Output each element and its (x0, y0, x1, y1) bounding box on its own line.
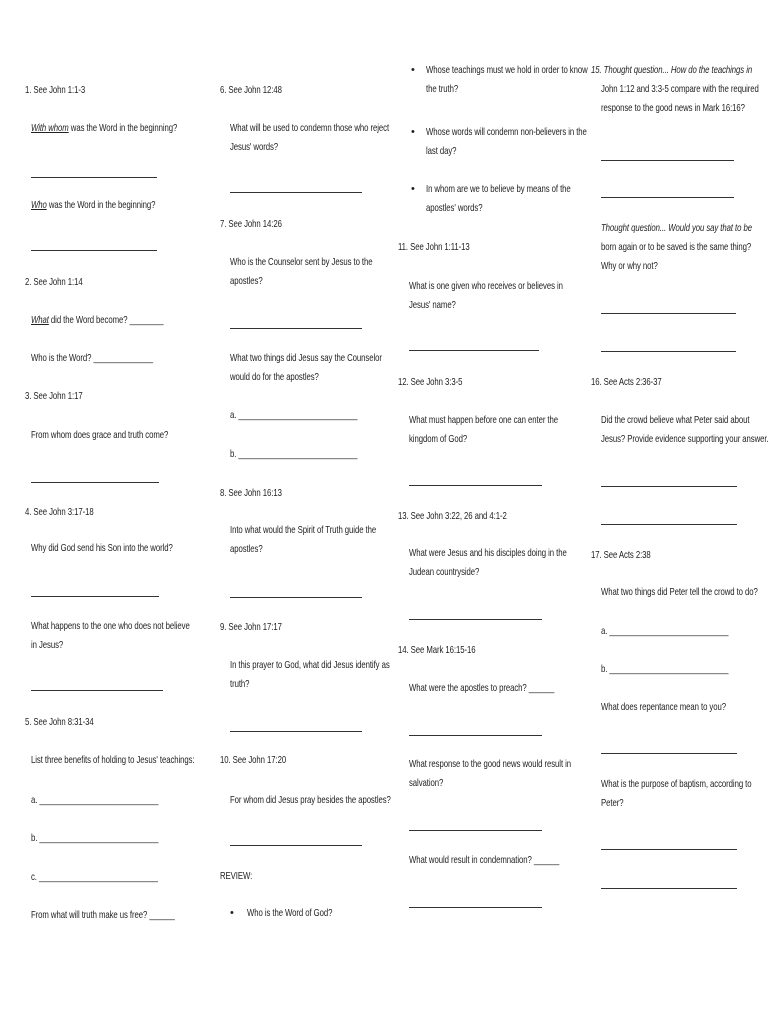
blank-item-c[interactable]: c. ____________________________ (31, 871, 158, 883)
section-heading: 12. See John 3:3-5 (398, 376, 463, 388)
answer-line[interactable] (230, 597, 362, 598)
review-question: last day? (426, 145, 457, 157)
section-heading: 2. See John 1:14 (25, 276, 83, 288)
bullet-icon: • (230, 907, 234, 919)
answer-line[interactable] (601, 197, 734, 198)
bullet-icon: • (411, 64, 415, 76)
question-text: John 1:12 and 3:3-5 compare with the required (601, 83, 759, 95)
question-text: Why did God send his Son into the world? (31, 542, 173, 554)
emphasis-word: With whom (31, 122, 69, 134)
question-text: Peter? (601, 797, 624, 809)
question-text: What were Jesus and his disciples doing in the (409, 547, 567, 559)
answer-line[interactable] (409, 830, 542, 831)
section-heading: 8. See John 16:13 (220, 487, 282, 499)
section-heading: 10. See John 17:20 (220, 754, 287, 766)
question-text: Who is the Counselor sent by Jesus to the (230, 256, 373, 268)
blank-item-a[interactable]: a. ____________________________ (230, 409, 358, 421)
answer-line[interactable] (230, 192, 362, 193)
section-heading: 17. See Acts 2:38 (591, 549, 651, 561)
answer-line[interactable] (31, 482, 159, 483)
question-text: What response to the good news would result in (409, 758, 572, 770)
answer-line[interactable] (31, 177, 157, 178)
section-heading: 11. See John 1:11-13 (398, 241, 470, 253)
question-text: Who is the Word? ______________ (31, 352, 153, 364)
question-text: What two things did Peter tell the crowd to do? (601, 586, 758, 598)
blank-item-b[interactable]: b. ____________________________ (31, 832, 159, 844)
review-question: the truth? (426, 83, 459, 95)
section-heading: 16. See Acts 2:36-37 (591, 376, 662, 388)
question-text: What will be used to condemn those who reject (230, 122, 390, 134)
answer-line[interactable] (409, 485, 542, 486)
question-text: Judean countryside? (409, 566, 480, 578)
answer-line[interactable] (601, 351, 736, 352)
review-heading: REVIEW: (220, 870, 253, 882)
answer-line[interactable] (31, 250, 157, 251)
section-heading: 14. See Mark 16:15-16 (398, 644, 476, 656)
blank-item-b[interactable]: b. ____________________________ (230, 448, 358, 460)
question-text: salvation? (409, 777, 444, 789)
answer-line[interactable] (31, 596, 159, 597)
bullet-icon: • (411, 183, 415, 195)
answer-line[interactable] (230, 731, 362, 732)
question-rest: was the Word in the beginning? (68, 122, 178, 134)
emphasis-word: Who (31, 199, 47, 211)
answer-line[interactable] (230, 845, 362, 846)
answer-line[interactable] (601, 888, 737, 889)
question-text: truth? (230, 678, 250, 690)
review-question: Who is the Word of God? (247, 907, 333, 919)
question-text: Into what would the Spirit of Truth guide the (230, 524, 377, 536)
review-question: In whom are we to believe by means of the (426, 183, 571, 195)
question-text: What must happen before one can enter the (409, 414, 559, 426)
section-heading: 15. Thought question... How do the teachings in (591, 64, 753, 76)
answer-line[interactable] (230, 328, 362, 329)
question-text: Jesus' name? (409, 299, 456, 311)
question-text: What is one given who receives or believes in (409, 280, 563, 292)
question-text: apostles? (230, 543, 263, 555)
question-text: What is the purpose of baptism, according to (601, 778, 752, 790)
section-heading: 6. See John 12:48 (220, 84, 282, 96)
question-text: In this prayer to God, what did Jesus identify as (230, 659, 390, 671)
question-text: Jesus' words? (230, 141, 279, 153)
section-heading: 3. See John 1:17 (25, 390, 83, 402)
answer-line[interactable] (409, 619, 542, 620)
question-text: What were the apostles to preach? ______ (409, 682, 555, 694)
section-heading: 7. See John 14:26 (220, 218, 282, 230)
review-question: Whose words will condemn non-believers in the (426, 126, 587, 138)
answer-line[interactable] (601, 486, 737, 487)
question-text: would do for the apostles? (230, 371, 319, 383)
answer-line[interactable] (409, 907, 542, 908)
question-text: Jesus? Provide evidence supporting your answer. (601, 433, 769, 445)
question-text: Thought question... Would you say that to be (601, 222, 752, 234)
question-text: From whom does grace and truth come? (31, 429, 169, 441)
question-text (31, 195, 155, 215)
question-rest: did the Word become? ________ (48, 314, 164, 326)
section-heading: 5. See John 8:31-34 (25, 716, 94, 728)
question-text: born again or to be saved is the same thing? (601, 241, 752, 253)
answer-line[interactable] (409, 735, 542, 736)
section-heading: 13. See John 3:22, 26 and 4:1-2 (398, 510, 507, 522)
question-text: What happens to the one who does not believe (31, 620, 190, 632)
question-text: List three benefits of holding to Jesus' teachings: (31, 754, 195, 766)
section-heading: 1. See John 1:1-3 (25, 84, 86, 96)
question-text: kingdom of God? (409, 433, 468, 445)
question-text: What would result in condemnation? ______ (409, 854, 560, 866)
answer-line[interactable] (601, 313, 736, 314)
question-text: From what will truth make us free? ______ (31, 909, 175, 921)
question-text: apostles? (230, 275, 263, 287)
answer-line[interactable] (601, 753, 737, 754)
question-text (31, 118, 177, 138)
review-question: apostles' words? (426, 202, 483, 214)
answer-line[interactable] (601, 524, 737, 525)
answer-line[interactable] (409, 350, 539, 351)
question-text: What two things did Jesus say the Counselor (230, 352, 382, 364)
question-text (31, 310, 164, 330)
question-rest: was the Word in the beginning? (46, 199, 156, 211)
question-text: response to the good news in Mark 16:16? (601, 102, 745, 114)
review-question: Whose teachings must we hold in order to know (426, 64, 588, 76)
answer-line[interactable] (31, 690, 163, 691)
question-text: Did the crowd believe what Peter said about (601, 414, 750, 426)
answer-line[interactable] (601, 849, 737, 850)
section-heading: 4. See John 3:17-18 (25, 506, 94, 518)
question-text: Why or why not? (601, 260, 658, 272)
question-text: What does repentance mean to you? (601, 701, 726, 713)
section-heading: 9. See John 17:17 (220, 621, 282, 633)
blank-item-a[interactable]: a. ____________________________ (31, 794, 159, 806)
blank-item-b[interactable]: b. ____________________________ (601, 663, 729, 675)
question-text: For whom did Jesus pray besides the apostles? (230, 794, 391, 806)
answer-line[interactable] (601, 160, 734, 161)
question-text: in Jesus? (31, 639, 64, 651)
emphasis-word: What (31, 314, 49, 326)
bullet-icon: • (411, 126, 415, 138)
blank-item-a[interactable]: a. ____________________________ (601, 625, 729, 637)
